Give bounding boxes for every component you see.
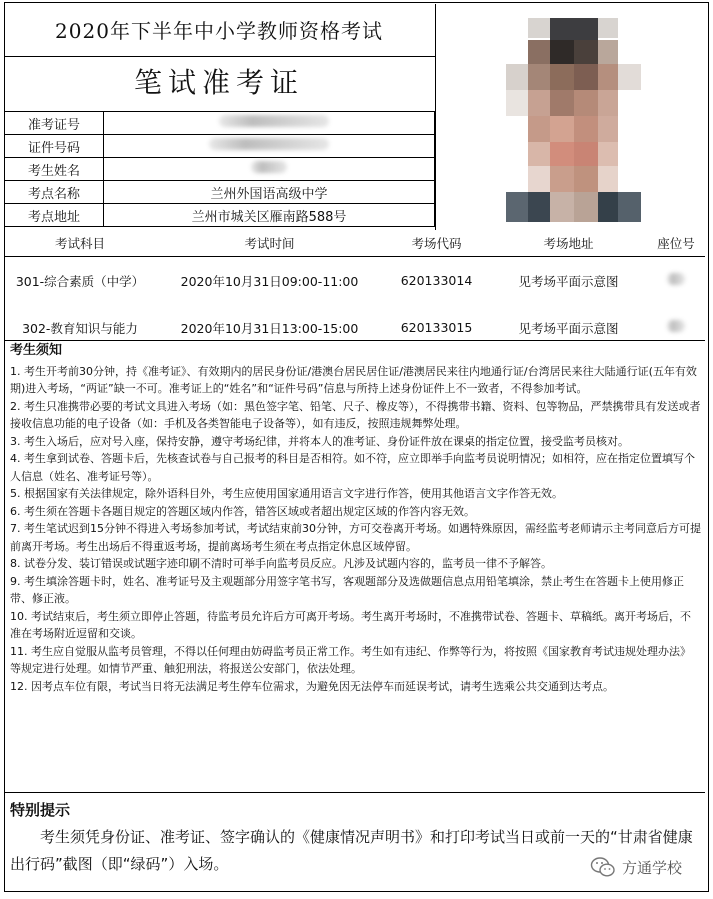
seat-number xyxy=(647,257,705,305)
info-row xyxy=(5,158,435,181)
id-number-value xyxy=(104,135,435,158)
field-label: 考点地址 xyxy=(5,204,104,227)
admission-number-value xyxy=(104,112,435,135)
info-row xyxy=(5,112,435,135)
field-label: 准考证号 xyxy=(5,112,104,135)
table-header-row xyxy=(4,230,705,257)
room-code: 620133014 xyxy=(400,273,473,288)
wechat-icon xyxy=(590,856,616,878)
field-label: 证件号码 xyxy=(5,135,104,158)
column-header: 考试时间 xyxy=(244,236,295,251)
column-header: 考场地址 xyxy=(543,236,594,251)
watermark xyxy=(590,856,682,878)
special-body: 考生须凭身份证、准考证、签字确认的《健康情况声明书》和打印考试当日或前一天的“甘肃省健康出行码”截图（即“绿码”）入场。 xyxy=(10,828,693,873)
notice-item: 10. 考试结束后，考生须立即停止答题，待监考员允许后方可离开考场。考生离开考场时，不准携带试卷、答题卡、草稿纸。离开考场后，不准在考场附近逗留和交谈。 xyxy=(10,609,691,640)
notice-item: 2. 考生只准携带必要的考试文具进入考场（如：黑色签字笔、铅笔、尺子、橡皮等），不得携带书籍、资料、包等物品，严禁携带具有发送或者接收信息功能的电子设备（如：手机及各类智能电子设备等），如有违反，按照违规舞弊处理。 xyxy=(10,399,701,430)
table-row xyxy=(4,257,705,305)
notice-item: 11. 考生应自觉服从监考员管理，不得以任何理由妨碍监考员正常工作。考生如有违纪、作弊等行为，将按照《国家教育考试违规处理办法》等规定进行处理。如情节严重、触犯刑法，将报送公安部门，依法处理。 xyxy=(10,644,691,675)
notice-item: 5. 根据国家有关法律规定，除外语科目外，考生应使用国家通用语言文字进行作答，使用其他语言文字作答无效。 xyxy=(10,487,563,500)
exam-time: 2020年10月31日09:00-11:00 xyxy=(180,273,359,289)
exam-schedule-table xyxy=(4,230,705,351)
notice-item: 1. 考生开考前30分钟，持《准考证》、有效期内的居民身份证/港澳台居民居住证/港澳居民来往内地通行证/台湾居民来往大陆通行证(五年有效期)进入考场，“两证”缺一不可。准考证上的“姓名”和“证件号码”信息与所持上述身份证件上不一致者，不得参加考试。 xyxy=(10,364,697,395)
notice-section xyxy=(4,342,705,695)
exam-time: 2020年10月31日13:00-15:00 xyxy=(180,320,359,336)
redacted-text xyxy=(219,115,329,127)
notice-item: 7. 考生笔试迟到15分钟不得进入考场参加考试，考试结束前30分钟，方可交卷离开考场。如遇特殊原因，需经监考老师请示主考同意后方可提前离开考场。考生出场后不得重返考场，提前离场考生须在考点指定休息区域停留。 xyxy=(10,522,701,553)
test-site-address: 兰州市城关区雁南路588号 xyxy=(104,204,435,227)
redacted-text xyxy=(251,161,287,173)
room-address: 见考场平面示意图 xyxy=(518,320,619,336)
redacted-text xyxy=(667,273,685,285)
candidate-name-value xyxy=(104,158,435,181)
redacted-text xyxy=(667,320,685,332)
exam-title: 2020年下半年中小学教师资格考试 xyxy=(55,18,383,43)
candidate-photo xyxy=(506,18,641,222)
schedule-divider xyxy=(4,340,705,341)
column-header: 座位号 xyxy=(657,236,695,251)
column-header: 考场代码 xyxy=(411,236,462,251)
redacted-text xyxy=(209,138,329,150)
photo-area xyxy=(435,4,706,230)
info-row xyxy=(5,181,435,204)
notice-item: 4. 考生拿到试卷、答题卡后，先核查试卷与自己报考的科目是否相符。如不符，应立即举手向监考员说明情况；如相符，应在指定位置填写个人信息（姓名、准考证号等）。 xyxy=(10,452,695,483)
notice-item: 3. 考生入场后，应对号入座，保持安静，遵守考场纪律，并将本人的准考证、身份证件放在课桌的指定位置，接受监考员核对。 xyxy=(10,434,629,448)
field-label: 考点名称 xyxy=(5,181,104,204)
field-label: 考生姓名 xyxy=(5,158,104,181)
room-code: 620133015 xyxy=(400,320,473,335)
special-title: 特别提示 xyxy=(10,801,71,819)
notice-item: 8. 试卷分发、装订错误或试题字迹印刷不清时可举手向监考员反应。凡涉及试题内容的，监考员一律不予解答。 xyxy=(10,557,552,570)
exam-subject: 302-教育知识与能力 xyxy=(22,320,138,336)
column-header: 考试科目 xyxy=(54,236,105,251)
candidate-info-table xyxy=(4,111,435,227)
ticket-title: 笔试准考证 xyxy=(133,66,304,99)
notice-title: 考生须知 xyxy=(10,343,63,358)
test-site-name: 兰州外国语高级中学 xyxy=(104,181,435,204)
exam-subject: 301-综合素质（中学） xyxy=(15,273,145,289)
room-address: 见考场平面示意图 xyxy=(518,273,619,289)
notice-item: 6. 考生须在答题卡各题目规定的答题区域内作答，错答区域或者超出规定区域的作答内容无效。 xyxy=(10,504,475,518)
watermark-text: 方通学校 xyxy=(622,858,683,877)
notice-item: 12. 因考点车位有限，考试当日将无法满足考生停车位需求，为避免因无法停车而延误考试，请考生选乘公共交通到达考点。 xyxy=(10,679,614,693)
notice-item: 9. 考生填涂答题卡时，姓名、准考证号及主观题部分用签字笔书写，客观题部分及选做题信息点用铅笔填涂，禁止考生在答题卡上使用修正带、修正液。 xyxy=(10,574,684,605)
info-row xyxy=(5,135,435,158)
info-row xyxy=(5,204,435,227)
